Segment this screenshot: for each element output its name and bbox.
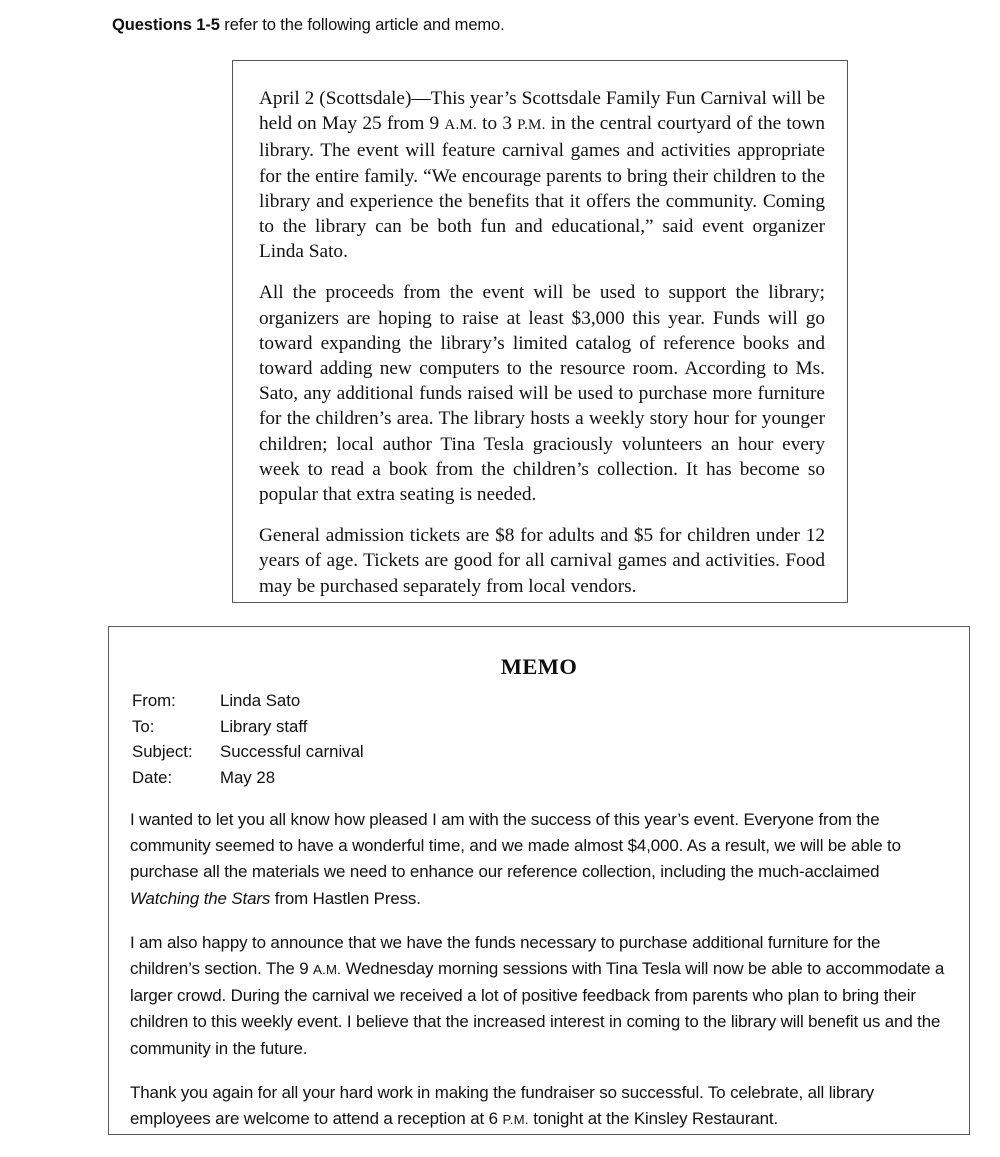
text-run: I wanted to let you all know how pleased I am with the success of this year’s event. Everyone from the community seemed to have a wonderful time, and we made almost $4,000. As a result, we will be able to purchase all the materials we need to enhance our reference collection, including the much-acclaimed [130,810,901,882]
memo-field-value: May 28 [220,767,276,787]
memo-paragraph [130,930,952,1062]
article-text-body [259,86,825,599]
text-run: from Hastlen Press. [270,888,421,908]
memo-field-label: Subject: [132,742,193,761]
memo-header-fields [132,691,632,793]
article-passage-box [232,60,848,603]
memo-field-row [132,742,632,768]
question-range-label: Questions 1-5 [112,16,220,34]
text-run: tonight at the Kinsley Restaurant. [528,1109,779,1129]
memo-field-row [132,717,632,743]
time-meridiem: A.M. [444,117,477,134]
memo-field-value: Successful carnival [220,742,364,761]
memo-paragraph [130,807,952,912]
memo-field-row [132,768,632,794]
text-run: to 3 [476,113,518,135]
memo-field-label: Date: [132,767,173,787]
time-meridiem: A.M. [313,962,341,978]
text-run: in the central courtyard of the town library. The event will feature carnival games and activities appropriate for the entire family. “We encourage parents to bring their children to the library and experience the benefits that it offers the community. Coming to the library can be both fun and educational,” said event organizer Linda Sato. [259,113,825,263]
text-run: General admission tickets are $8 for adults and $5 for children under 12 years of age. Tickets are good for all carnival games and activities. Food may be purchased separately from local vendors. [259,525,825,597]
text-run: Thank you again for all your hard work in making the fundraiser so successful. To celebrate, all library employees are welcome to attend a reception at 6 [130,1082,874,1129]
article-paragraph [259,280,825,507]
memo-field-row [132,691,632,717]
memo-paragraph [130,1080,952,1133]
memo-field-label: To: [132,716,155,736]
italic-title: Watching the Stars [130,888,271,908]
question-prompt-text: refer to the following article and memo. [219,16,505,34]
time-meridiem: P.M. [502,1112,529,1128]
text-run: All the proceeds from the event will be used to support the library; organizers are hoping to raise at least $3,000 this year. Funds will go toward expanding the library’s limited catalog of reference books and toward adding new computers to the resource room. According to Ms. Sato, any additional funds raised will be used to purchase more furniture for the children’s area. The library hosts a weekly story hour for younger children; local author Tina Tesla graciously volunteers an hour every week to read a book from the children’s collection. It has become so popular that extra seating is needed. [259,282,825,506]
memo-passage-box [108,626,970,1135]
article-paragraph [259,523,825,599]
memo-text-body [130,807,952,1133]
article-paragraph [259,86,825,264]
memo-field-value: Linda Sato [220,691,301,710]
memo-title: MEMO [500,654,578,679]
text-run: Wednesday morning sessions with Tina Tesla will now be able to accommodate a larger crowd. During the carnival we received a lot of positive feedback from parents who plan to bring their children to this weekly event. I believe that the increased interest in coming to the library will benefit us and the community in the future. [130,959,945,1058]
text-run: April 2 (Scottsdale)—This year’s Scottsdale Family Fun Carnival will be held on May 25 from 9 [259,88,825,135]
time-meridiem: P.M. [517,117,546,134]
memo-field-value: Library staff [220,716,308,736]
memo-field-label: From: [132,691,176,710]
text-run: I am also happy to announce that we have the funds necessary to purchase additional furniture for the children’s section. The 9 [130,932,881,979]
question-prompt [112,16,505,35]
